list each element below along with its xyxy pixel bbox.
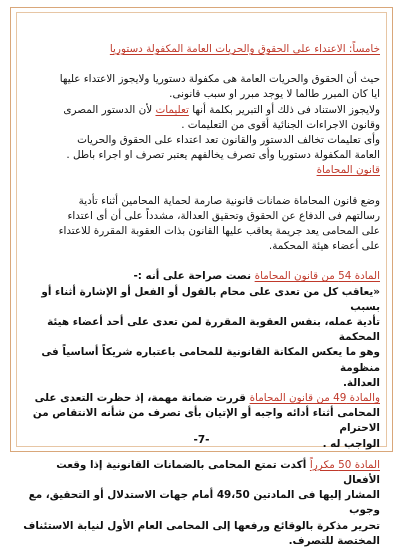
text-line — [22, 269, 380, 284]
text-fragment: نصت صراحة على أنه :- — [133, 270, 255, 283]
text-line: تحرير مذكرة بالوقائع ورفعها إلى المحامى العام الأول لنيابة الاستئناف — [23, 519, 380, 532]
paragraph-rights — [22, 72, 380, 178]
text-line: وقانون الاجراءات الجنائية أقوى من التعليمات . — [181, 118, 380, 131]
text-line: المشار إليها فى المادتين 49،50 أمام جهات الاستدلال أو التحقيق، مع وجوب — [28, 489, 380, 517]
article-50-reference: المادة 50 مكرراً — [309, 458, 380, 471]
text-fragment: ولايجوز الاستناد فى ذلك أو التبرير بكلمة أنها — [188, 103, 380, 116]
text-line: رسالتهم فى الدفاع عن الحقوق وتحقيق العدالة، مشدداً على أن أى اعتداء — [67, 209, 380, 222]
text-line: تأدية عمله، بنفس العقوبة المقررة لمن تعدى على أحد أعضاء هيئة المحكمة — [47, 316, 380, 344]
text-line — [22, 391, 380, 406]
page-content — [22, 42, 380, 549]
text-line: المحامى أثناء أدائه واجبه أو الإتيان بأى تصرف من شأنه الانتقاص من الاحترام — [32, 407, 380, 435]
paragraph-guarantees — [22, 194, 380, 255]
text-line — [22, 163, 380, 178]
text-line: «يعاقب كل من تعدى على محام بالقول أو الفعل أو الإشارة أثناء أو بسبب — [41, 285, 380, 313]
text-line: حيث أن الحقوق والحريات العامة هى مكفولة دستوريا ولايجوز الاعتداء عليها — [59, 73, 380, 86]
text-fragment: لأن الدستور المصرى — [63, 103, 156, 116]
article-49-reference: والمادة 49 من قانون المحاماة — [249, 392, 380, 405]
instructions-term: تعليمات — [155, 103, 189, 116]
text-line: العامة المكفولة دستوريا وأى تصرف يخالفهم يعتبر تصرف او اجراء باطل . — [66, 149, 380, 162]
text-line: على المحامى يعد جريمة يعاقب عليها القانون بذات العقوبة المقررة للاعتداء — [58, 225, 380, 238]
text-line: المختصة للتصرف. — [288, 534, 380, 547]
text-line: وهو ما يعكس المكانة القانونية للمحامى باعتباره شريكاً أساسياً فى منظومة — [41, 346, 380, 374]
text-fragment: أكدت تمتع المحامى بالضمانات القانونية إذا وقعت الأفعال — [56, 458, 380, 487]
article-54-reference: المادة 54 من قانون المحاماة — [254, 270, 380, 283]
text-line — [22, 458, 380, 488]
paragraph-article-54 — [22, 269, 380, 391]
text-line: الواجب له . — [322, 437, 380, 450]
page-number: -7- — [193, 434, 210, 446]
text-line: وضع قانون المحاماة ضمانات قانونية صارمة لحماية المحامين أثناء تأدية — [78, 194, 380, 207]
text-line: على أعضاء هيئة المحكمة. — [268, 240, 380, 253]
section-heading — [22, 42, 380, 57]
section-heading-text: خامساً: الاعتداء على الحقوق والحريات العامة المكفولة دستوريا — [109, 43, 380, 55]
lawyers-law-subheading: قانون المحاماة — [316, 164, 380, 177]
paragraph-article-50 — [22, 458, 380, 549]
text-fragment: قررت ضمانة مهمة، إذ حظرت التعدى على — [34, 392, 250, 405]
text-line — [22, 103, 380, 118]
text-line: العدالة. — [342, 376, 380, 389]
text-line: وأى تعليمات تخالف الدستور والقانون تعد اعتداء على الحقوق والحريات — [77, 134, 380, 147]
text-line: ايا كان المبرر طالما لا يوجد مبرر او سبب قانونى. — [169, 88, 380, 101]
